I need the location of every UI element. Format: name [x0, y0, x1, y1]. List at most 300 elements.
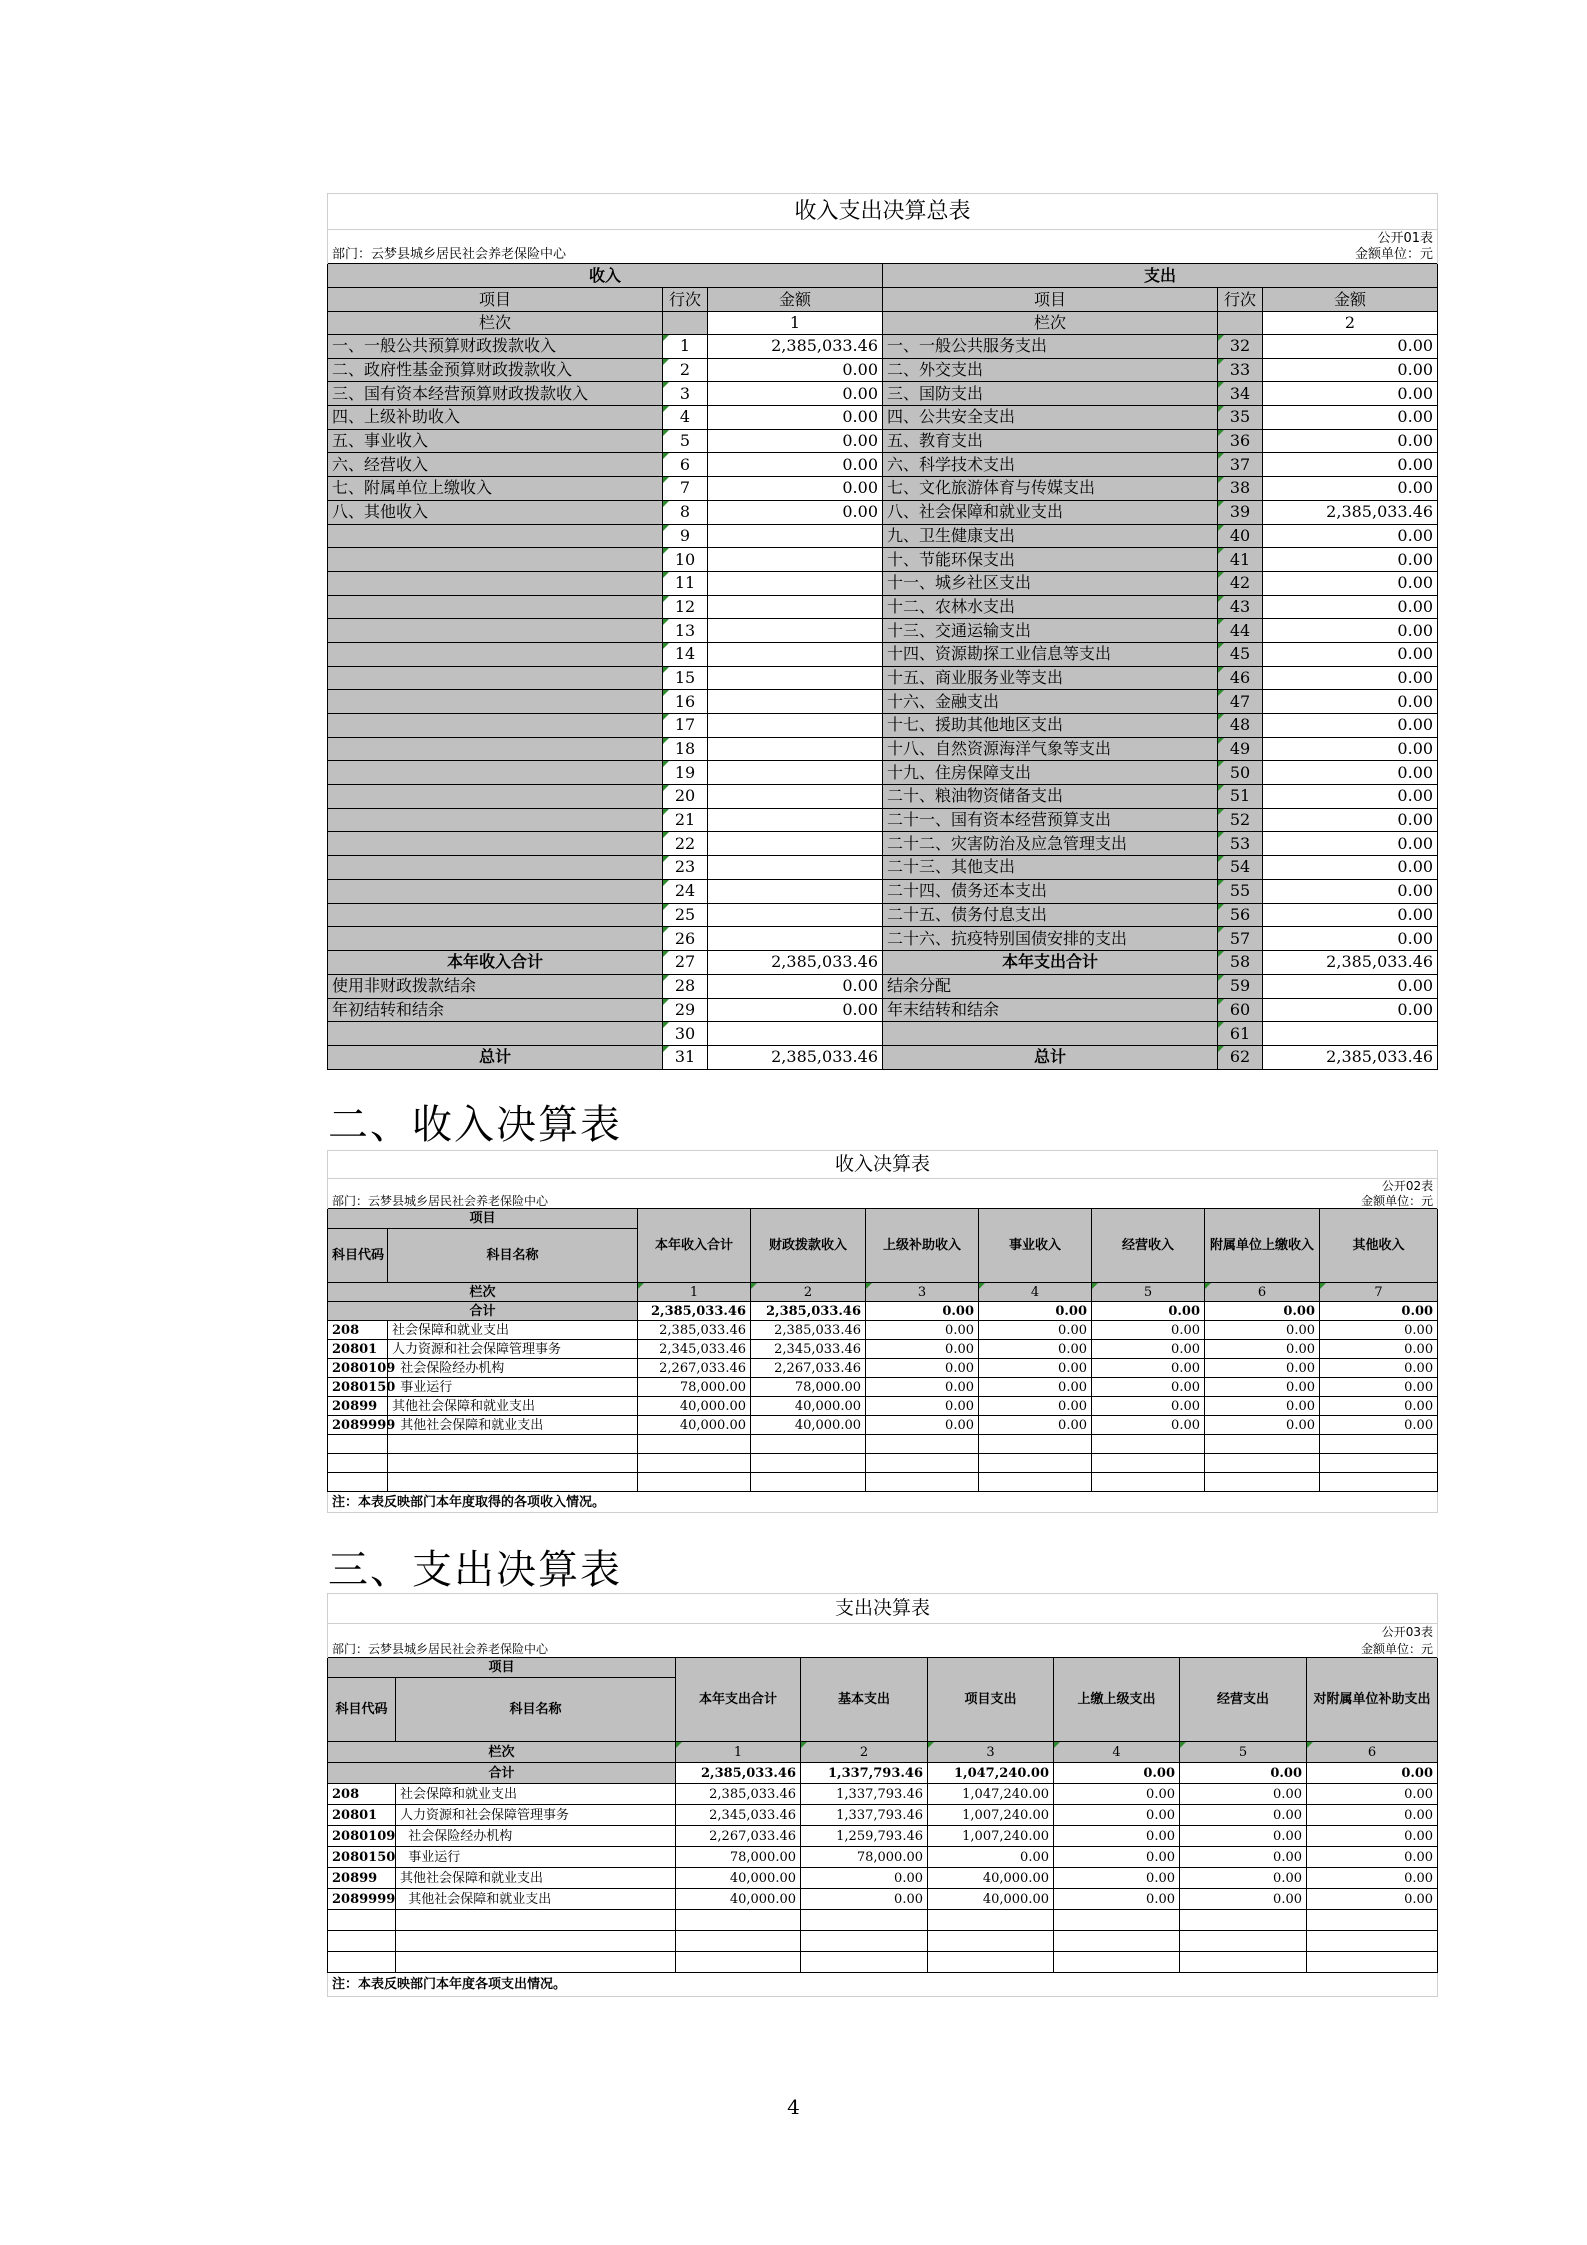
amount-cell: 0.00	[801, 1889, 928, 1910]
subject-name: 其他社会保障和就业支出	[396, 1868, 676, 1889]
income-item-label	[328, 666, 663, 690]
income-item-label	[328, 856, 663, 880]
expense-line-number: 59	[1218, 974, 1263, 998]
subject-name: 社会保险经办机构	[396, 1826, 676, 1847]
income-item-label	[328, 642, 663, 666]
column-header: 其他收入	[1320, 1209, 1438, 1283]
income-line-number: 12	[663, 595, 708, 619]
income-item-label	[328, 571, 663, 595]
subject-code: 208	[328, 1784, 396, 1805]
expense-line-number: 53	[1218, 832, 1263, 856]
table-row	[328, 1641, 1438, 1658]
expense-amount: 2,385,033.46	[1263, 1045, 1438, 1069]
empty-cell	[928, 1952, 1054, 1973]
amount-cell: 2,385,033.46	[638, 1321, 751, 1340]
table-row	[328, 429, 1438, 453]
expense-amount: 0.00	[1263, 714, 1438, 738]
table-row	[328, 1473, 1438, 1492]
empty-cell	[1205, 1435, 1320, 1454]
amount-cell: 0.00	[1307, 1805, 1438, 1826]
empty-cell	[979, 1435, 1092, 1454]
income-item-label	[328, 785, 663, 809]
department-label: 部门：云梦县城乡居民社会养老保险中心	[328, 1194, 751, 1209]
income-item-label: 六、经营收入	[328, 453, 663, 477]
income-amount: 2,385,033.46	[708, 950, 883, 974]
expense-line-number: 52	[1218, 808, 1263, 832]
subject-name: 人力资源和社会保障管理事务	[388, 1340, 638, 1359]
income-item-label: 年初结转和结余	[328, 998, 663, 1022]
expense-line-number: 46	[1218, 666, 1263, 690]
income-amount: 0.00	[708, 500, 883, 524]
empty-cell	[1092, 1473, 1205, 1492]
subject-name: 人力资源和社会保障管理事务	[396, 1805, 676, 1826]
income-amount: 0.00	[708, 998, 883, 1022]
subject-code-header: 科目代码	[328, 1678, 396, 1742]
empty-cell	[1320, 1454, 1438, 1473]
empty-cell	[328, 1435, 388, 1454]
table-row	[328, 247, 1438, 264]
empty-cell	[396, 1931, 676, 1952]
income-line-number: 3	[663, 382, 708, 406]
expense-item-label: 二、外交支出	[883, 358, 1218, 382]
table-row	[328, 1302, 1438, 1321]
income-line-number: 13	[663, 619, 708, 643]
amount-cell: 0.00	[1205, 1416, 1320, 1435]
income-line-number: 28	[663, 974, 708, 998]
income-item-label	[328, 903, 663, 927]
expense-amount: 0.00	[1263, 406, 1438, 430]
amount-cell: 0.00	[1320, 1321, 1438, 1340]
income-line-number: 16	[663, 690, 708, 714]
total-value: 1,337,793.46	[801, 1763, 928, 1784]
table-row	[328, 1847, 1438, 1868]
expense-amount: 0.00	[1263, 642, 1438, 666]
subject-name: 事业运行	[388, 1378, 638, 1397]
subject-code: 2089999	[328, 1416, 388, 1435]
amount-cell: 0.00	[1180, 1847, 1307, 1868]
item-header: 项目	[328, 1658, 676, 1678]
income-amount: 2,385,033.46	[708, 335, 883, 359]
amount-cell: 0.00	[1092, 1416, 1205, 1435]
expense-amount: 0.00	[1263, 666, 1438, 690]
empty-cell	[396, 1910, 676, 1931]
income-item-label	[328, 879, 663, 903]
income-item-label: 八、其他收入	[328, 500, 663, 524]
item-col-header: 项目	[328, 288, 663, 312]
income-item-label: 五、事业收入	[328, 429, 663, 453]
amount-cell: 0.00	[1307, 1847, 1438, 1868]
amount-cell: 1,259,793.46	[801, 1826, 928, 1847]
income-amount	[708, 761, 883, 785]
income-amount	[708, 666, 883, 690]
amount-cell: 0.00	[1054, 1847, 1180, 1868]
empty-cell	[388, 1435, 638, 1454]
expense-item-label	[883, 1022, 1218, 1046]
amount-cell: 40,000.00	[751, 1416, 866, 1435]
blank-cell	[883, 247, 1263, 264]
expense-item-label: 十二、农林水支出	[883, 595, 1218, 619]
empty-cell	[979, 1473, 1092, 1492]
blank-cell	[328, 1624, 1307, 1641]
amount-cell: 1,337,793.46	[801, 1805, 928, 1826]
expense-line-number: 48	[1218, 714, 1263, 738]
expense-amount: 0.00	[1263, 856, 1438, 880]
expense-item-label: 十四、资源勘探工业信息等支出	[883, 642, 1218, 666]
income-amount: 0.00	[708, 358, 883, 382]
income-line-number: 2	[663, 358, 708, 382]
income-line-number: 19	[663, 761, 708, 785]
expense-item-label: 二十五、债务付息支出	[883, 903, 1218, 927]
income-item-label: 二、政府性基金预算财政拨款收入	[328, 358, 663, 382]
table-row	[328, 950, 1438, 974]
expense-amount: 0.00	[1263, 808, 1438, 832]
empty-cell	[388, 1473, 638, 1492]
table-note: 注：本表反映部门本年度各项支出情况。	[328, 1973, 1438, 1997]
total-value: 0.00	[866, 1302, 979, 1321]
column-header: 上缴上级支出	[1054, 1658, 1180, 1742]
amount-cell: 0.00	[1054, 1805, 1180, 1826]
income-line-number: 1	[663, 335, 708, 359]
expense-item-label: 十一、城乡社区支出	[883, 571, 1218, 595]
table-row	[328, 1973, 1438, 1997]
expense-item-label: 二十四、债务还本支出	[883, 879, 1218, 903]
amount-cell: 2,385,033.46	[751, 1321, 866, 1340]
col-number: 1	[676, 1742, 801, 1763]
expense-line-number: 49	[1218, 737, 1263, 761]
unit-label: 金额单位：元	[1320, 1194, 1438, 1209]
amount-cell: 0.00	[1205, 1340, 1320, 1359]
income-line-number: 10	[663, 548, 708, 572]
amount-cell: 0.00	[1092, 1397, 1205, 1416]
section-title-expense: 三、支出决算表	[328, 1547, 622, 1593]
empty-cell	[979, 1454, 1092, 1473]
income-amount	[708, 856, 883, 880]
lanci-label: 栏次	[328, 1742, 676, 1763]
page-number: 4	[787, 2095, 800, 2119]
line-col-header: 行次	[1218, 288, 1263, 312]
table-row	[328, 927, 1438, 951]
amount-cell: 0.00	[866, 1397, 979, 1416]
empty-cell	[1054, 1952, 1180, 1973]
lanci-label: 栏次	[328, 312, 663, 335]
empty-cell	[328, 1454, 388, 1473]
amount-cell: 0.00	[1320, 1397, 1438, 1416]
income-table	[327, 1150, 1438, 1513]
table-row	[328, 785, 1438, 809]
column-header: 附属单位上缴收入	[1205, 1209, 1320, 1283]
income-item-label	[328, 595, 663, 619]
expense-item-label: 本年支出合计	[883, 950, 1218, 974]
expense-item-label: 十六、金融支出	[883, 690, 1218, 714]
expense-amount: 0.00	[1263, 832, 1438, 856]
amount-cell: 1,337,793.46	[801, 1784, 928, 1805]
table-row	[328, 1340, 1438, 1359]
blank-cell	[751, 1194, 1320, 1209]
expense-item-label: 七、文化旅游体育与传媒支出	[883, 477, 1218, 501]
table-title: 收入决算表	[328, 1151, 1438, 1179]
total-value: 2,385,033.46	[638, 1302, 751, 1321]
income-amount	[708, 619, 883, 643]
table-row	[328, 1151, 1438, 1179]
empty-cell	[1180, 1952, 1307, 1973]
income-item-label	[328, 808, 663, 832]
expense-line-number: 33	[1218, 358, 1263, 382]
total-value: 2,385,033.46	[751, 1302, 866, 1321]
amount-cell: 0.00	[1054, 1868, 1180, 1889]
column-header: 本年收入合计	[638, 1209, 751, 1283]
empty-cell	[676, 1952, 801, 1973]
subject-code: 20801	[328, 1340, 388, 1359]
expense-item-label: 三、国防支出	[883, 382, 1218, 406]
expense-item-label: 结余分配	[883, 974, 1218, 998]
subject-code: 2080150	[328, 1847, 396, 1868]
expense-line-number: 58	[1218, 950, 1263, 974]
income-amount	[708, 1022, 883, 1046]
income-item-label: 三、国有资本经营预算财政拨款收入	[328, 382, 663, 406]
lanci-label: 栏次	[883, 312, 1218, 335]
empty-cell	[1054, 1931, 1180, 1952]
expense-line-number: 47	[1218, 690, 1263, 714]
table-row	[328, 1454, 1438, 1473]
expense-line-number: 36	[1218, 429, 1263, 453]
expense-item-label: 十、节能环保支出	[883, 548, 1218, 572]
expense-item-label: 十九、住房保障支出	[883, 761, 1218, 785]
table-row	[328, 595, 1438, 619]
table-row	[328, 1179, 1438, 1194]
income-item-label: 总计	[328, 1045, 663, 1069]
expense-item-label: 二十三、其他支出	[883, 856, 1218, 880]
expense-amount: 2,385,033.46	[1263, 500, 1438, 524]
column-header: 上级补助收入	[866, 1209, 979, 1283]
col-number: 6	[1307, 1742, 1438, 1763]
amount-cell: 0.00	[866, 1321, 979, 1340]
income-amount	[708, 548, 883, 572]
income-amount	[708, 737, 883, 761]
amount-col-header: 金额	[1263, 288, 1438, 312]
table-row	[328, 1594, 1438, 1624]
column-header: 对附属单位补助支出	[1307, 1658, 1438, 1742]
amount-cell: 0.00	[1205, 1321, 1320, 1340]
empty-cell	[1092, 1435, 1205, 1454]
amount-cell: 2,345,033.46	[751, 1340, 866, 1359]
expense-item-label: 十八、自然资源海洋气象等支出	[883, 737, 1218, 761]
amount-cell: 0.00	[1180, 1868, 1307, 1889]
expense-line-number: 40	[1218, 524, 1263, 548]
subject-name-header: 科目名称	[388, 1229, 638, 1283]
income-line-number: 4	[663, 406, 708, 430]
table-row	[328, 1435, 1438, 1454]
amount-cell: 40,000.00	[928, 1868, 1054, 1889]
amount-cell: 78,000.00	[676, 1847, 801, 1868]
col-number: 5	[1180, 1742, 1307, 1763]
amount-cell: 0.00	[979, 1378, 1092, 1397]
lanci-label: 栏次	[328, 1283, 638, 1302]
total-value: 0.00	[1205, 1302, 1320, 1321]
total-value: 0.00	[1307, 1763, 1438, 1784]
income-amount	[708, 571, 883, 595]
amount-cell: 1,007,240.00	[928, 1826, 1054, 1847]
col-number: 3	[928, 1742, 1054, 1763]
expense-item-label: 六、科学技术支出	[883, 453, 1218, 477]
expense-amount: 0.00	[1263, 998, 1438, 1022]
col-number: 1	[638, 1283, 751, 1302]
income-item-label: 七、附属单位上缴收入	[328, 477, 663, 501]
col-number: 7	[1320, 1283, 1438, 1302]
expense-line-number: 61	[1218, 1022, 1263, 1046]
amount-cell: 0.00	[1054, 1784, 1180, 1805]
amount-cell: 40,000.00	[638, 1397, 751, 1416]
expense-line-number: 60	[1218, 998, 1263, 1022]
table-title: 支出决算表	[328, 1594, 1438, 1624]
expense-line-number: 55	[1218, 879, 1263, 903]
empty-cell	[751, 1435, 866, 1454]
income-item-label	[328, 761, 663, 785]
col-number: 1	[708, 312, 883, 335]
subject-code: 20801	[328, 1805, 396, 1826]
empty-cell	[751, 1473, 866, 1492]
expense-line-number: 62	[1218, 1045, 1263, 1069]
empty-cell	[801, 1952, 928, 1973]
amount-cell: 2,345,033.46	[676, 1805, 801, 1826]
table-row	[328, 406, 1438, 430]
column-header: 财政拨款收入	[751, 1209, 866, 1283]
col-number: 2	[751, 1283, 866, 1302]
amount-cell: 0.00	[979, 1321, 1092, 1340]
empty-cell	[638, 1454, 751, 1473]
table-row	[328, 288, 1438, 312]
column-header: 事业收入	[979, 1209, 1092, 1283]
empty-cell	[1307, 1910, 1438, 1931]
expense-amount: 0.00	[1263, 761, 1438, 785]
table-code: 公开03表	[1307, 1624, 1438, 1641]
amount-cell: 0.00	[1307, 1868, 1438, 1889]
amount-cell: 78,000.00	[801, 1847, 928, 1868]
amount-cell: 1,047,240.00	[928, 1784, 1054, 1805]
table-row	[328, 1209, 1438, 1229]
unit-label: 金额单位：元	[1263, 247, 1438, 264]
income-item-label	[328, 832, 663, 856]
expense-amount: 0.00	[1263, 595, 1438, 619]
expense-item-label: 九、卫生健康支出	[883, 524, 1218, 548]
amount-cell: 0.00	[866, 1416, 979, 1435]
subject-name: 事业运行	[396, 1847, 676, 1868]
amount-cell: 40,000.00	[638, 1416, 751, 1435]
expense-amount: 0.00	[1263, 619, 1438, 643]
table-row	[328, 1805, 1438, 1826]
expense-amount: 0.00	[1263, 785, 1438, 809]
subject-code: 20899	[328, 1397, 388, 1416]
item-col-header: 项目	[883, 288, 1218, 312]
total-value: 2,385,033.46	[676, 1763, 801, 1784]
income-item-label	[328, 524, 663, 548]
unit-label: 金额单位：元	[1307, 1641, 1438, 1658]
income-line-number: 30	[663, 1022, 708, 1046]
blank-cell	[1218, 312, 1263, 335]
income-amount: 0.00	[708, 477, 883, 501]
expense-amount: 0.00	[1263, 879, 1438, 903]
empty-cell	[866, 1473, 979, 1492]
income-amount: 0.00	[708, 974, 883, 998]
col-number: 5	[1092, 1283, 1205, 1302]
column-header: 经营支出	[1180, 1658, 1307, 1742]
table-row	[328, 230, 1438, 247]
expense-amount: 0.00	[1263, 429, 1438, 453]
income-expense-summary-table	[327, 193, 1438, 1070]
amount-cell: 0.00	[1180, 1889, 1307, 1910]
amount-cell: 2,267,033.46	[638, 1359, 751, 1378]
expense-amount: 0.00	[1263, 571, 1438, 595]
income-line-number: 5	[663, 429, 708, 453]
empty-cell	[1180, 1931, 1307, 1952]
table-row	[328, 1624, 1438, 1641]
empty-cell	[1054, 1910, 1180, 1931]
table-row	[328, 619, 1438, 643]
total-value: 1,047,240.00	[928, 1763, 1054, 1784]
expense-amount: 0.00	[1263, 737, 1438, 761]
income-item-label	[328, 548, 663, 572]
expense-amount: 0.00	[1263, 453, 1438, 477]
table-row	[328, 903, 1438, 927]
income-amount: 0.00	[708, 429, 883, 453]
table-row	[328, 714, 1438, 738]
empty-cell	[1180, 1910, 1307, 1931]
col-number: 4	[1054, 1742, 1180, 1763]
table-row	[328, 1742, 1438, 1763]
table-row	[328, 737, 1438, 761]
income-item-label: 四、上级补助收入	[328, 406, 663, 430]
income-line-number: 23	[663, 856, 708, 880]
expense-line-number: 37	[1218, 453, 1263, 477]
expense-line-number: 38	[1218, 477, 1263, 501]
table-row	[328, 1359, 1438, 1378]
expense-item-label: 年末结转和结余	[883, 998, 1218, 1022]
total-value: 0.00	[1320, 1302, 1438, 1321]
income-amount	[708, 927, 883, 951]
income-line-number: 17	[663, 714, 708, 738]
column-header: 基本支出	[801, 1658, 928, 1742]
income-line-number: 25	[663, 903, 708, 927]
amount-cell: 40,000.00	[676, 1889, 801, 1910]
table-row	[328, 194, 1438, 230]
empty-cell	[928, 1931, 1054, 1952]
expense-amount: 0.00	[1263, 690, 1438, 714]
expense-item-label: 二十、粮油物资储备支出	[883, 785, 1218, 809]
table-code: 公开02表	[1320, 1179, 1438, 1194]
expense-line-number: 43	[1218, 595, 1263, 619]
amount-cell: 0.00	[1205, 1397, 1320, 1416]
income-amount: 0.00	[708, 406, 883, 430]
income-amount: 2,385,033.46	[708, 1045, 883, 1069]
amount-cell: 0.00	[1180, 1805, 1307, 1826]
empty-cell	[928, 1910, 1054, 1931]
department-label: 部门：云梦县城乡居民社会养老保险中心	[328, 1641, 801, 1658]
table-row	[328, 571, 1438, 595]
empty-cell	[328, 1952, 396, 1973]
table-row	[328, 1910, 1438, 1931]
table-row	[328, 1763, 1438, 1784]
income-item-label	[328, 927, 663, 951]
section-title-income: 二、收入决算表	[328, 1102, 622, 1148]
table-row	[328, 690, 1438, 714]
income-item-label	[328, 1022, 663, 1046]
table-row	[328, 1416, 1438, 1435]
amount-cell: 0.00	[1205, 1378, 1320, 1397]
amount-cell: 0.00	[1092, 1378, 1205, 1397]
empty-cell	[676, 1931, 801, 1952]
blank-cell	[663, 312, 708, 335]
expense-item-label: 一、一般公共服务支出	[883, 335, 1218, 359]
income-amount	[708, 879, 883, 903]
